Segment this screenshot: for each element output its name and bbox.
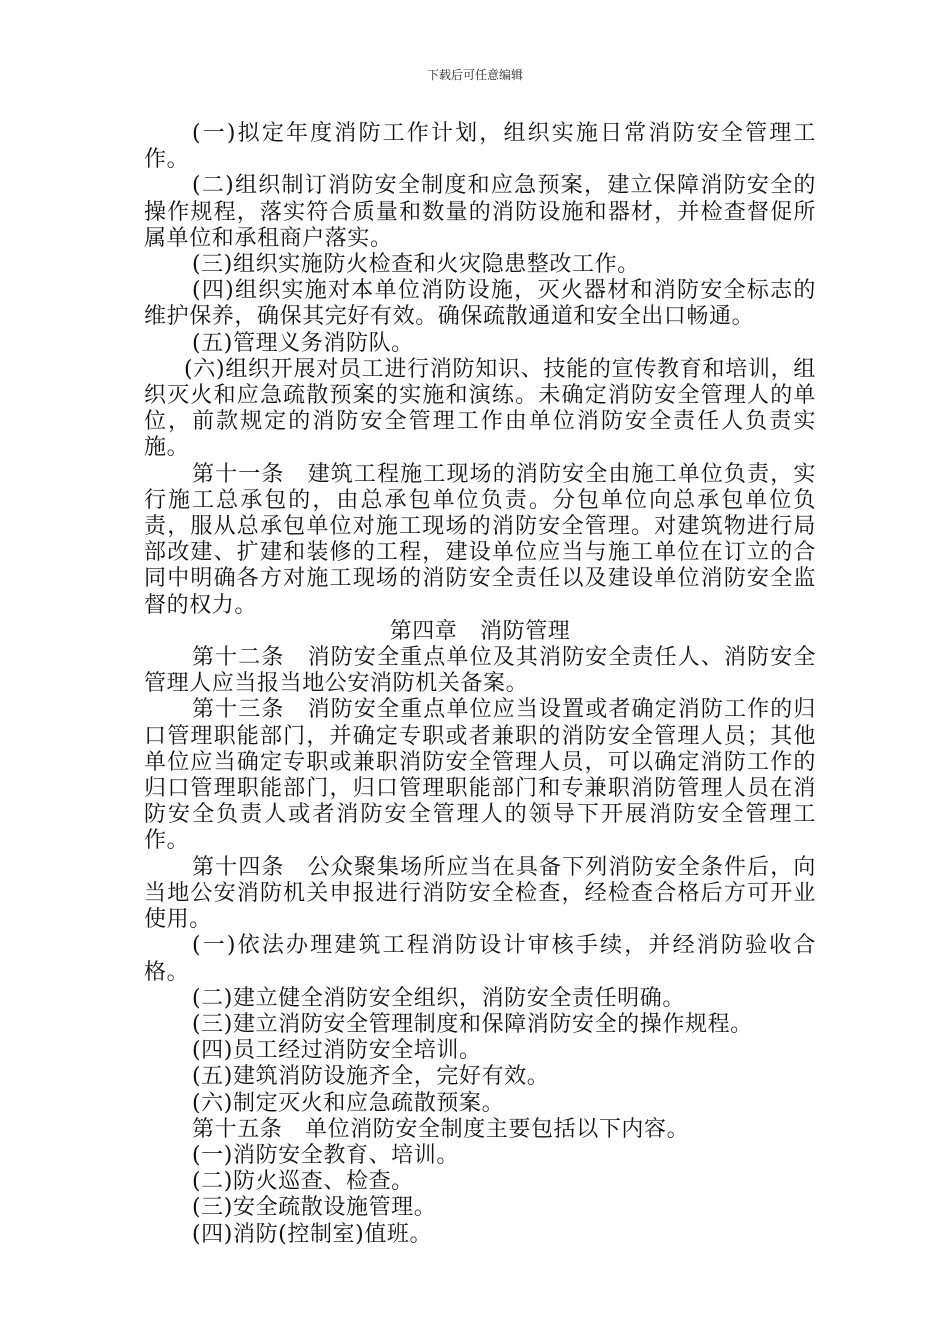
paragraph: (五)建筑消防设施齐全，完好有效。: [192, 1064, 550, 1090]
paragraph: (三)建立消防安全管理制度和保障消防安全的操作规程。: [192, 1011, 753, 1037]
paragraph: (二)建立健全消防安全组织，消防安全责任明确。: [192, 985, 685, 1011]
document-body: [144, 121, 816, 1248]
paragraph: (六)组织开展对员工进行消防知识、技能的宣传教育和培训，组织灭火和应急疏散预案的实施和演练。未确定消防安全管理人的单位，前款规定的消防安全管理工作由单位消防安全责任人负责实施。: [144, 356, 816, 461]
paragraph: (六)制定灭火和应急疏散预案。: [192, 1090, 505, 1116]
paragraph: (二)组织制订消防安全制度和应急预案，建立保障消防安全的操作规程，落实符合质量和数量的消防设施和器材，并检查督促所属单位和承租商户落实。: [144, 173, 816, 251]
paragraph: 第十三条 消防安全重点单位应当设置或者确定消防工作的归口管理职能部门，并确定专职或者兼职的消防安全管理人员；其他单位应当确定专职或兼职消防安全管理人员，可以确定消防工作的归口管理职能部门，归口管理职能部门和专兼职消防管理人员在消防安全负责人或者消防安全管理人的领导下开展消防安全管理工作。: [144, 697, 816, 854]
paragraph: 第十四条 公众聚集场所应当在具备下列消防安全条件后，向当地公安消防机关申报进行消防安全检查，经检查合格后方可开业使用。: [144, 854, 816, 933]
paragraph: (三)安全疏散设施管理。: [192, 1195, 437, 1221]
paragraph: 第十五条 单位消防安全制度主要包括以下内容。: [192, 1116, 690, 1142]
paragraph: (一)依法办理建筑工程消防设计审核手续，并经消防验收合格。: [144, 933, 816, 985]
paragraph: (二)防火巡查、检查。: [192, 1169, 414, 1195]
header-note: 下载后可任意编辑: [426, 68, 523, 82]
chapter-heading: 第四章 消防管理: [389, 618, 571, 644]
paragraph: 第十二条 消防安全重点单位及其消防安全责任人、消防安全管理人应当报当地公安消防机关备案。: [144, 645, 816, 697]
paragraph: (四)员工经过消防安全培训。: [192, 1038, 482, 1064]
paragraph: (三)组织实施防火检查和火灾隐患整改工作。: [192, 252, 640, 278]
paragraph: (四)组织实施对本单位消防设施，灭火器材和消防安全标志的维护保养，确保其完好有效。确保疏散通道和安全出口畅通。: [144, 278, 816, 330]
paragraph: (五)管理义务消防队。: [192, 330, 414, 356]
paragraph: (四)消防(控制室)值班。: [192, 1221, 433, 1247]
paragraph: (一)拟定年度消防工作计划，组织实施日常消防安全管理工作。: [144, 121, 816, 173]
paragraph: 第十一条 建筑工程施工现场的消防安全由施工单位负责，实行施工总承包的，由总承包单位负责。分包单位向总承包单位负责，服从总承包单位对施工现场的消防安全管理。对建筑物进行局部改建、扩建和装修的工程，建设单位应当与施工单位在订立的合同中明确各方对施工现场的消防安全责任以及建设单位消防安全监督的权力。: [144, 461, 816, 618]
paragraph: (一)消防安全教育、培训。: [192, 1142, 459, 1168]
